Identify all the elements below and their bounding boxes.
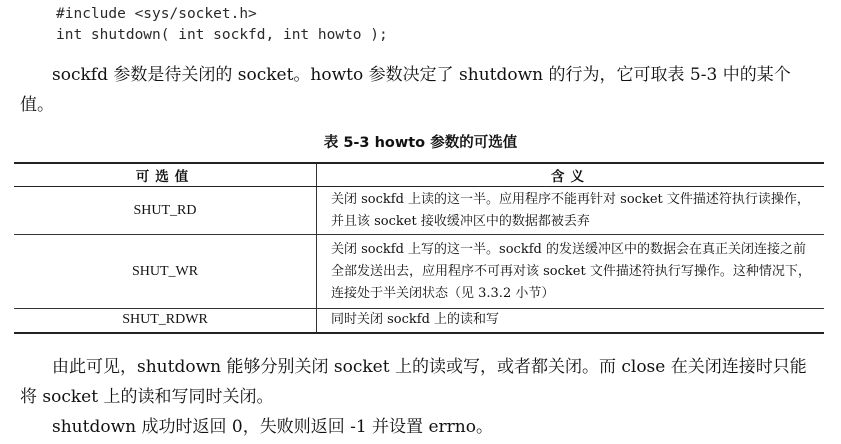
table-row — [14, 235, 824, 309]
return-value-paragraph: shutdown 成功时返回 0，失败则返回 -1 并设置 errno。 — [52, 417, 493, 437]
option-name: SHUT_WR — [14, 235, 317, 309]
column-header-value: 可选值 — [14, 163, 317, 187]
option-name: SHUT_RD — [14, 187, 317, 235]
option-description: 同时关闭 sockfd 上的读和写 — [317, 309, 825, 333]
code-line-signature: int shutdown( int sockfd, int howto ); — [56, 27, 388, 43]
code-line-include: #include <sys/socket.h> — [56, 6, 257, 22]
table-header-row — [14, 163, 824, 187]
option-name: SHUT_RDWR — [14, 309, 317, 333]
howto-options-table — [14, 162, 824, 334]
table-row — [14, 309, 824, 333]
table-caption: 表 5-3 howto 参数的可选值 — [323, 135, 518, 151]
column-header-meaning: 含义 — [317, 163, 825, 187]
code-block — [56, 4, 388, 46]
summary-paragraph: 由此可见，shutdown 能够分别关闭 socket 上的读或写，或者都关闭。而 close 在关闭连接时只能将 socket 上的读和写同时关闭。 — [20, 357, 807, 407]
option-description: 关闭 sockfd 上读的这一半。应用程序不能再针对 socket 文件描述符执行读操作，并且该 socket 接收缓冲区中的数据都被丢弃 — [317, 187, 825, 235]
intro-paragraph: sockfd 参数是待关闭的 socket。howto 参数决定了 shutdown 的行为，它可取表 5-3 中的某个值。 — [20, 65, 791, 115]
table-row — [14, 187, 824, 235]
option-description: 关闭 sockfd 上写的这一半。sockfd 的发送缓冲区中的数据会在真正关闭连接之前全部发送出去，应用程序不可再对该 socket 文件描述符执行写操作。这种情况下，连接处于半关闭状态（见 3.3.2 小节） — [317, 235, 825, 309]
